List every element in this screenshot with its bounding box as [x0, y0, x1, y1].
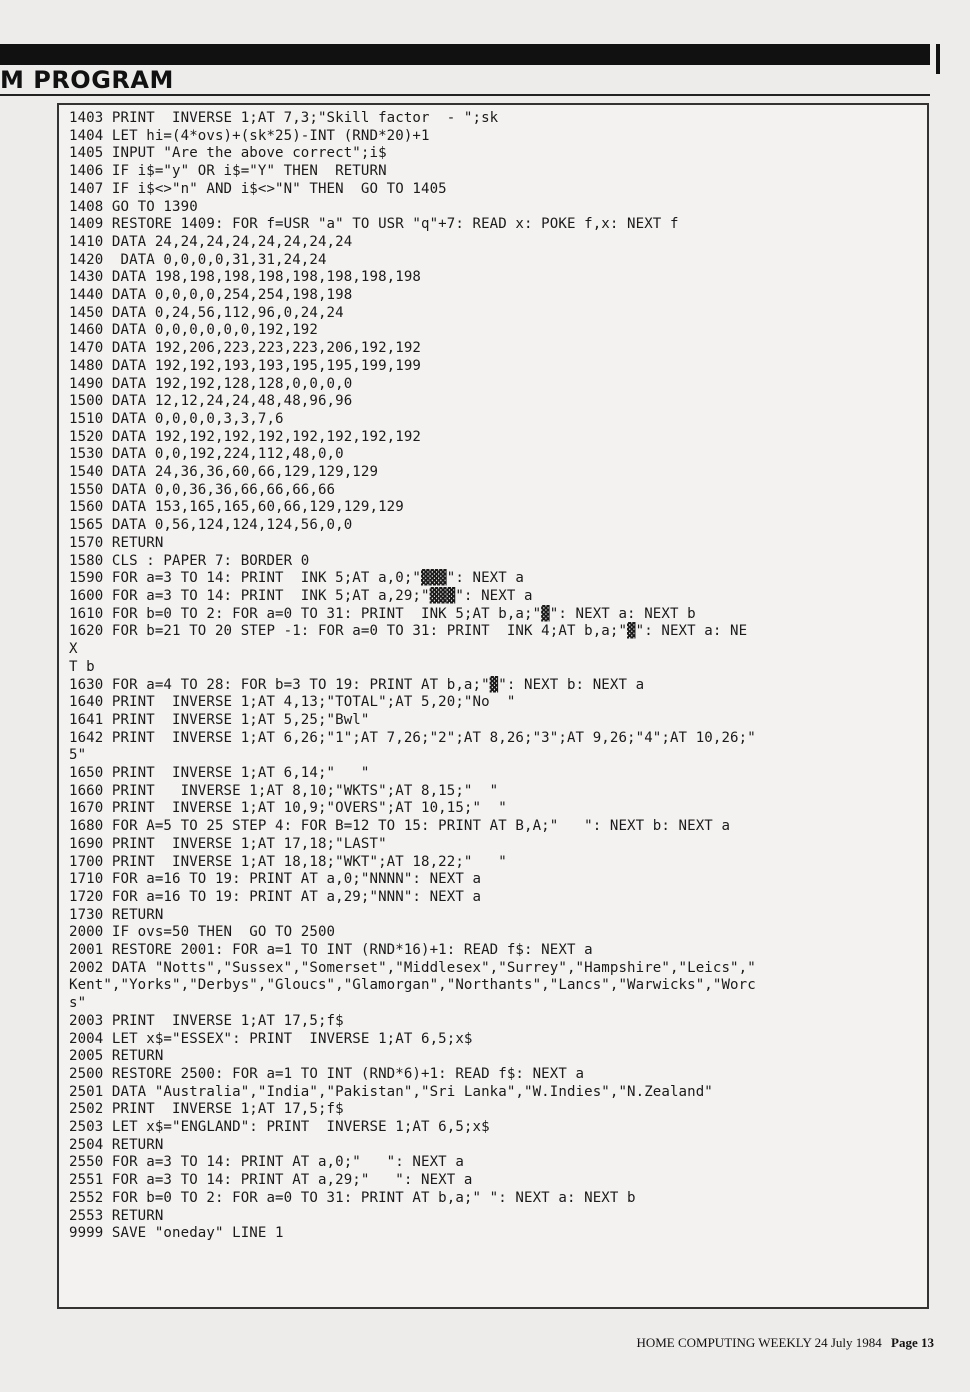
listing-line: 1470 DATA 192,206,223,223,223,206,192,192	[69, 340, 421, 357]
header-bar-end	[936, 44, 940, 74]
listing-line: 1610 FOR b=0 TO 2: FOR a=0 TO 31: PRINT INK 5;AT b,a;"▓": NEXT a: NEXT b	[69, 605, 696, 622]
listing-line: 1641 PRINT INVERSE 1;AT 5,25;"Bwl"	[69, 711, 370, 728]
listing-line: 2553 RETURN	[69, 1207, 164, 1224]
listing-line: 2003 PRINT INVERSE 1;AT 17,5;f$	[69, 1012, 344, 1029]
listing-line: 1405 INPUT "Are the above correct";i$	[69, 145, 387, 162]
listing-line: 1403 PRINT INVERSE 1;AT 7,3;"Skill factor - ";sk	[69, 110, 499, 126]
listing-line: 2000 IF ovs=50 THEN GO TO 2500	[69, 924, 336, 941]
listing-line: 1565 DATA 0,56,124,124,124,56,0,0	[69, 517, 353, 534]
listing-line: 1530 DATA 0,0,192,224,112,48,0,0	[69, 446, 344, 463]
listing-line: 1630 FOR a=4 TO 28: FOR b=3 TO 19: PRINT AT b,a;"▓": NEXT b: NEXT a	[69, 676, 645, 693]
program-listing-box	[57, 103, 929, 1309]
listing-line: Kent","Yorks","Derbys","Gloucs","Glamorgan","Northants","Lancs","Warwicks","Worc	[69, 977, 756, 994]
listing-line: 1680 FOR A=5 TO 25 STEP 4: FOR B=12 TO 15: PRINT AT B,A;" ": NEXT b: NEXT a	[69, 818, 731, 835]
listing-line: 1409 RESTORE 1409: FOR f=USR "a" TO USR "q"+7: READ x: POKE f,x: NEXT f	[69, 216, 679, 233]
listing-line: 1570 RETURN	[69, 534, 164, 551]
listing-line: 1480 DATA 192,192,193,193,195,195,199,199	[69, 357, 421, 374]
listing-line: 2504 RETURN	[69, 1136, 164, 1153]
page-footer	[636, 1335, 934, 1351]
listing-line: 2552 FOR b=0 TO 2: FOR a=0 TO 31: PRINT AT b,a;" ": NEXT a: NEXT b	[69, 1189, 636, 1206]
listing-line: 2501 DATA "Australia","India","Pakistan","Sri Lanka","W.Indies","N.Zealand"	[69, 1083, 713, 1100]
listing-line: 1730 RETURN	[69, 906, 164, 923]
listing-line: 1640 PRINT INVERSE 1;AT 4,13;"TOTAL";AT 5,20;"No "	[69, 694, 516, 711]
listing-line: X	[69, 641, 78, 658]
listing-line: 1670 PRINT INVERSE 1;AT 10,9;"OVERS";AT 10,15;" "	[69, 800, 507, 817]
listing-line: 1720 FOR a=16 TO 19: PRINT AT a,29;"NNN": NEXT a	[69, 888, 482, 905]
listing-line: 2550 FOR a=3 TO 14: PRINT AT a,0;" ": NEXT a	[69, 1154, 464, 1171]
listing-line: 1660 PRINT INVERSE 1;AT 8,10;"WKTS";AT 8,15;" "	[69, 782, 499, 799]
program-listing	[69, 110, 921, 1243]
listing-line: 1690 PRINT INVERSE 1;AT 17,18;"LAST"	[69, 835, 387, 852]
listing-line: 1407 IF i$<>"n" AND i$<>"N" THEN GO TO 1405	[69, 180, 447, 197]
listing-line: s"	[69, 995, 87, 1012]
listing-line: 1590 FOR a=3 TO 14: PRINT INK 5;AT a,0;"▓▓▓": NEXT a	[69, 570, 525, 587]
listing-line: 2002 DATA "Notts","Sussex","Somerset","Middlesex","Surrey","Hampshire","Leics","	[69, 959, 756, 976]
listing-line: 1620 FOR b=21 TO 20 STEP -1: FOR a=0 TO 31: PRINT INK 4;AT b,a;"▓": NEXT a: NE	[69, 623, 748, 640]
listing-line: 1410 DATA 24,24,24,24,24,24,24,24	[69, 233, 353, 250]
listing-line: 2005 RETURN	[69, 1048, 164, 1065]
listing-line: 2502 PRINT INVERSE 1;AT 17,5;f$	[69, 1101, 344, 1118]
listing-line: 1700 PRINT INVERSE 1;AT 18,18;"WKT";AT 18,22;" "	[69, 853, 507, 870]
listing-line: 1430 DATA 198,198,198,198,198,198,198,198	[69, 269, 421, 286]
listing-line: 1642 PRINT INVERSE 1;AT 6,26;"1";AT 7,26;"2";AT 8,26;"3";AT 9,26;"4";AT 10,26;"	[69, 729, 756, 746]
listing-line: 1710 FOR a=16 TO 19: PRINT AT a,0;"NNNN": NEXT a	[69, 871, 482, 888]
listing-line: 1490 DATA 192,192,128,128,0,0,0,0	[69, 375, 353, 392]
listing-line: 1560 DATA 153,165,165,60,66,129,129,129	[69, 499, 404, 516]
listing-line: 1450 DATA 0,24,56,112,96,0,24,24	[69, 304, 344, 321]
listing-line: 2503 LET x$="ENGLAND": PRINT INVERSE 1;AT 6,5;x$	[69, 1119, 490, 1136]
listing-line: 1600 FOR a=3 TO 14: PRINT INK 5;AT a,29;"▓▓▓": NEXT a	[69, 587, 533, 604]
listing-line: 1406 IF i$="y" OR i$="Y" THEN RETURN	[69, 163, 387, 180]
listing-line: 1408 GO TO 1390	[69, 198, 198, 215]
listing-line: 9999 SAVE "oneday" LINE 1	[69, 1225, 284, 1242]
title-rule	[0, 94, 930, 96]
listing-line: 1580 CLS : PAPER 7: BORDER 0	[69, 552, 310, 569]
section-title: M PROGRAM	[0, 66, 174, 94]
page-number: Page 13	[891, 1335, 934, 1350]
listing-line: 2500 RESTORE 2500: FOR a=1 TO INT (RND*6)+1: READ f$: NEXT a	[69, 1065, 585, 1082]
listing-line: 1550 DATA 0,0,36,36,66,66,66,66	[69, 481, 336, 498]
header-bar	[0, 44, 930, 65]
listing-line: 2001 RESTORE 2001: FOR a=1 TO INT (RND*16)+1: READ f$: NEXT a	[69, 942, 593, 959]
listing-line: 1540 DATA 24,36,36,60,66,129,129,129	[69, 464, 379, 481]
listing-line: 1520 DATA 192,192,192,192,192,192,192,192	[69, 428, 421, 445]
listing-line: 5"	[69, 747, 87, 764]
listing-line: 1500 DATA 12,12,24,24,48,48,96,96	[69, 393, 353, 410]
listing-line: 2551 FOR a=3 TO 14: PRINT AT a,29;" ": NEXT a	[69, 1172, 473, 1189]
publication-name: HOME COMPUTING WEEKLY 24 July 1984	[636, 1335, 882, 1350]
listing-line: 1404 LET hi=(4*ovs)+(sk*25)-INT (RND*20)+1	[69, 127, 430, 144]
listing-line: 1510 DATA 0,0,0,0,3,3,7,6	[69, 410, 284, 427]
listing-line: 1420 DATA 0,0,0,0,31,31,24,24	[69, 251, 327, 268]
listing-line: T b	[69, 658, 95, 675]
listing-line: 1650 PRINT INVERSE 1;AT 6,14;" "	[69, 765, 370, 782]
listing-line: 1440 DATA 0,0,0,0,254,254,198,198	[69, 287, 353, 304]
listing-line: 1460 DATA 0,0,0,0,0,0,192,192	[69, 322, 318, 339]
listing-line: 2004 LET x$="ESSEX": PRINT INVERSE 1;AT 6,5;x$	[69, 1030, 473, 1047]
